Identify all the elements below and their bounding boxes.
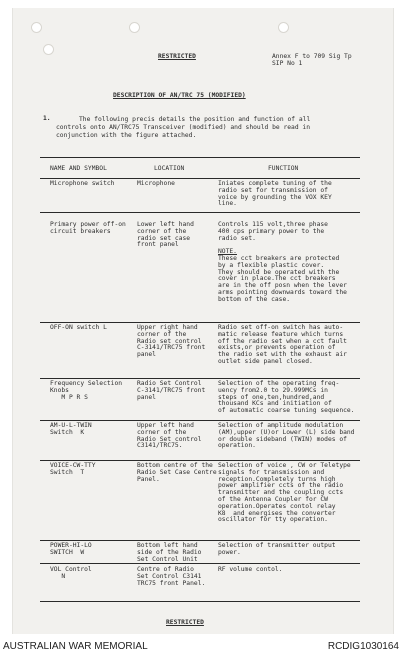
cell-location: Upper left hand — [137, 422, 194, 429]
cell-location: C-3141/TRC75 front — [137, 344, 206, 352]
cell-function: radio set. — [218, 234, 256, 242]
cell-function: matic release feature which turns — [218, 330, 344, 338]
cell-function: operation.Operates contol relay — [218, 502, 336, 510]
classification-header: RESTRICTED — [158, 53, 196, 60]
cell-name: AM-U-L-TWIN — [50, 422, 92, 429]
cell-location: C3141/TRC75. — [137, 442, 183, 450]
cell-function: by a flexible plastic cover. — [218, 261, 325, 269]
cell-location: Lower left hand — [137, 221, 194, 228]
cell-function: bottom of the case. — [218, 295, 291, 303]
cell-function: cover in place.The cct breakers — [218, 275, 336, 283]
cell-function: signals for transmission and — [218, 468, 325, 476]
cell-name: Primary power off-on — [50, 221, 126, 228]
punch-hole — [43, 44, 54, 55]
cell-location: corner of the — [137, 227, 187, 235]
cell-name: Switch T — [50, 468, 85, 476]
punch-hole — [31, 22, 42, 33]
annex-reference: Annex F to 709 Sig Tp — [272, 53, 352, 60]
intro-line: controls onto AN/TRC75 Transceiver (modified) and should be read in — [56, 124, 311, 131]
column-header-location: LOCATION — [154, 165, 185, 172]
archive-id: RCDIG1030164 — [327, 641, 399, 652]
cell-function: Radio set off-on switch has auto- — [218, 324, 344, 331]
row-divider — [40, 212, 360, 213]
cell-function: Controls 115 volt,three phase — [218, 221, 328, 228]
cell-function: power amplifier ccts of the radio — [218, 482, 344, 490]
cell-function: radio set for transmission of — [218, 186, 328, 194]
cell-location: Radio Set control — [137, 435, 202, 443]
cell-function: uency from2.0 to 29.999MCs in — [218, 386, 328, 394]
cell-function: arms pointing downwards toward the — [218, 289, 347, 296]
intro-line: The following precis details the position and function of all — [79, 116, 311, 123]
cell-name: POWER-HI-LO — [50, 542, 92, 549]
table-rule-top — [40, 157, 360, 158]
cell-name: Switch K — [50, 428, 85, 436]
cell-function: steps of one,ten,hundred,and — [218, 393, 325, 401]
intro-line: conjunction with the figure attached. — [56, 132, 197, 139]
cell-name: N — [50, 572, 66, 580]
cell-name: VOICE-CW-TTY — [50, 462, 96, 469]
punch-hole — [278, 22, 289, 33]
cell-function: line. — [218, 200, 237, 208]
cell-location: radio set case — [137, 234, 191, 242]
archive-strip — [0, 640, 403, 654]
row-divider — [40, 563, 360, 564]
cell-location: Panel. — [137, 475, 160, 483]
cell-function: of the Antenna Coupler for CW — [218, 496, 328, 503]
cell-function: Selection of the operating freq- — [218, 380, 340, 387]
cell-function: or double sideband (TWIN) modes of — [218, 435, 347, 443]
cell-location: Radio Set Control — [137, 380, 202, 387]
cell-function: outlet side panel closed. — [218, 358, 313, 365]
row-divider — [40, 322, 360, 323]
cell-location: TRC75 front Panel. — [137, 579, 206, 587]
cell-function: Selection of voice , CW or Teletype — [218, 462, 351, 469]
cell-function: These cct breakers are protected — [218, 255, 340, 262]
cell-location: Set Control C3141 — [137, 572, 202, 580]
cell-function: exists,or prevents operation of — [218, 344, 336, 352]
row-divider — [40, 460, 360, 461]
row-divider — [40, 540, 360, 541]
cell-location: Set Control Unit — [137, 555, 198, 563]
cell-name: circuit breakers — [50, 227, 111, 235]
cell-function: power. — [218, 548, 241, 556]
cell-function: K8 and energises the converter — [218, 509, 336, 517]
cell-location: panel — [137, 351, 156, 359]
cell-function: NOTE. — [218, 248, 237, 256]
cell-function: Selection of amplitude modulation — [218, 422, 344, 429]
cell-function: Iniates complete tuning of the — [218, 180, 332, 187]
cell-name: SWITCH W — [50, 548, 85, 556]
cell-location: corner of the — [137, 330, 187, 338]
cell-function: RF volume contol. — [218, 566, 283, 573]
cell-location: side of the Radio — [137, 548, 202, 556]
cell-function: voice by grounding the VOX KEY — [218, 193, 332, 201]
row-divider — [40, 378, 360, 379]
punch-hole — [129, 22, 140, 33]
cell-function: operation. — [218, 442, 256, 450]
cell-function: 400 cps primary power to the — [218, 227, 325, 235]
archive-name: AUSTRALIAN WAR MEMORIAL — [3, 641, 148, 652]
cell-function: thousand KCs and initiation of — [218, 400, 332, 408]
cell-function: transmitter and the coupling ccts — [218, 489, 344, 497]
cell-location: Bottom centre of the — [137, 462, 213, 469]
annex-reference-sub: SIP No 1 — [272, 60, 303, 67]
cell-location: Bottom left hand — [137, 542, 198, 549]
cell-name: Knobs — [50, 386, 69, 394]
cell-location: C-3141/TRC75 front — [137, 386, 206, 394]
cell-location: Radio set control — [137, 337, 202, 345]
cell-function: the radio set with the exhaust air — [218, 351, 347, 359]
cell-function: Selection of transmitter output — [218, 542, 336, 549]
paragraph-number: 1. — [43, 115, 51, 122]
document-title: DESCRIPTION OF AN/TRC 75 (MODIFIED) — [113, 92, 246, 99]
row-divider — [40, 420, 360, 421]
cell-function: reception.Completely turns high — [218, 475, 336, 483]
cell-name: OFF-ON switch L — [50, 324, 107, 331]
cell-name: M P R S — [50, 393, 88, 401]
table-rule-header — [40, 178, 360, 179]
cell-name: Microphone switch — [50, 180, 115, 187]
cell-name: Frequency Selection — [50, 380, 123, 387]
cell-location: Centre of Radio — [137, 566, 194, 573]
column-header-name: NAME AND SYMBOL — [50, 165, 107, 172]
cell-location: Radio Set Case Centre — [137, 468, 217, 476]
cell-function: oscillator for tty operation. — [218, 516, 328, 524]
cell-name: VOL Control — [50, 566, 92, 573]
cell-location: panel — [137, 393, 156, 401]
cell-location: Microphone — [137, 180, 175, 187]
cell-function: of automatic coarse tuning sequence. — [218, 407, 355, 415]
cell-function: They should be operated with the — [218, 268, 340, 276]
row-divider — [40, 601, 360, 602]
cell-location: corner of the — [137, 428, 187, 436]
cell-location: front panel — [137, 241, 179, 249]
cell-location: Upper right hand — [137, 324, 198, 331]
cell-function: are in the off posn when the lever — [218, 282, 347, 290]
column-header-function: FUNCTION — [268, 165, 299, 172]
cell-function: (AM),upper (U)or Lower (L) side band — [218, 428, 355, 436]
cell-function: off the radio set when a cct fault — [218, 337, 347, 345]
classification-footer: RESTRICTED — [166, 619, 204, 626]
